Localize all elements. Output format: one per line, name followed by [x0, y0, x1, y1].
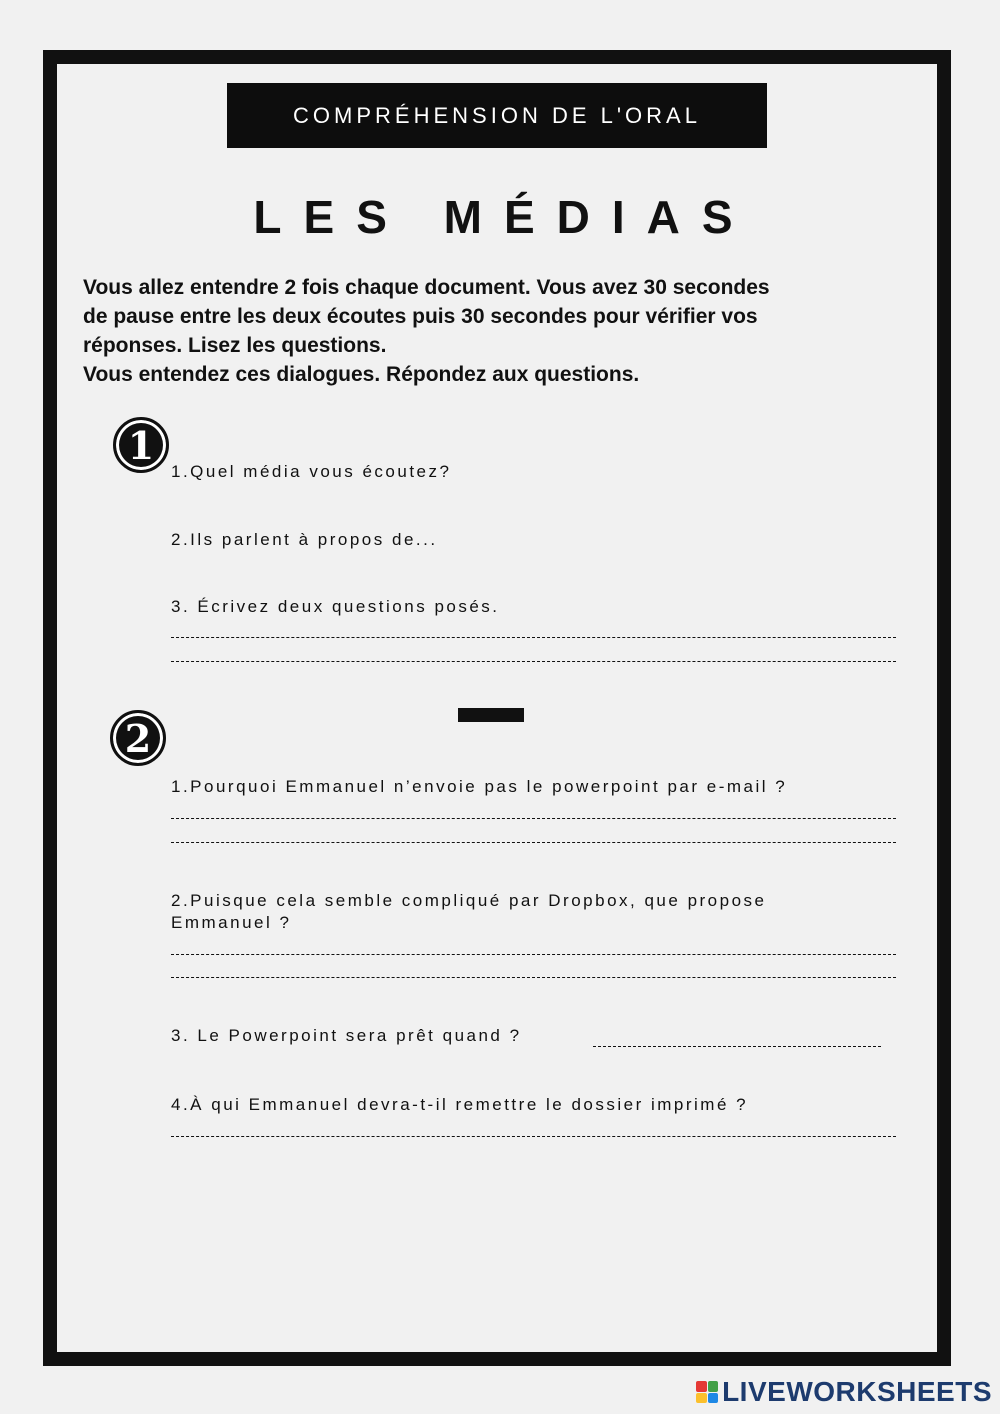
question-1-3: 3. Écrivez deux questions posés.	[171, 597, 500, 616]
question-2-1: 1.Pourquoi Emmanuel n’envoie pas le powerpoint par e-mail ?	[171, 777, 788, 796]
instruction-line: réponses. Lisez les questions.	[83, 334, 387, 357]
answer-line[interactable]	[171, 954, 896, 955]
instruction-line: Vous allez entendre 2 fois chaque document. Vous avez 30 secondes	[83, 276, 770, 299]
answer-line-inline[interactable]	[593, 1046, 881, 1047]
question-2-2-cont: Emmanuel ?	[171, 913, 292, 932]
instruction-line: de pause entre les deux écoutes puis 30 secondes pour vérifier vos	[83, 305, 758, 328]
section-banner	[227, 83, 767, 148]
banner-text: COMPRÉHENSION DE L'ORAL	[293, 102, 701, 128]
number-one-badge-icon: 1	[113, 417, 169, 473]
question-2-2: 2.Puisque cela semble compliqué par Dropbox, que propose	[171, 891, 767, 910]
question-2-3: 3. Le Powerpoint sera prêt quand ?	[171, 1026, 522, 1045]
page-title: LES MÉDIAS	[253, 191, 755, 243]
answer-line[interactable]	[171, 1136, 896, 1137]
answer-line[interactable]	[171, 842, 896, 843]
answer-line[interactable]	[171, 637, 896, 638]
section-divider	[458, 708, 524, 722]
question-2-4: 4.À qui Emmanuel devra-t-il remettre le dossier imprimé ?	[171, 1095, 749, 1114]
brand-name: LIVEWORKSHEETS	[722, 1376, 992, 1407]
question-1-2: 2.Ils parlent à propos de...	[171, 530, 438, 549]
answer-line[interactable]	[171, 977, 896, 978]
instructions	[83, 273, 923, 389]
number-two-badge-icon: 2	[110, 710, 166, 766]
liveworksheets-logo	[696, 1376, 992, 1408]
instruction-line: Vous entendez ces dialogues. Répondez aux questions.	[83, 363, 640, 386]
answer-line[interactable]	[171, 818, 896, 819]
question-1-1: 1.Quel média vous écoutez?	[171, 462, 452, 481]
liveworksheets-logo-icon	[696, 1381, 718, 1403]
answer-line[interactable]	[171, 661, 896, 662]
